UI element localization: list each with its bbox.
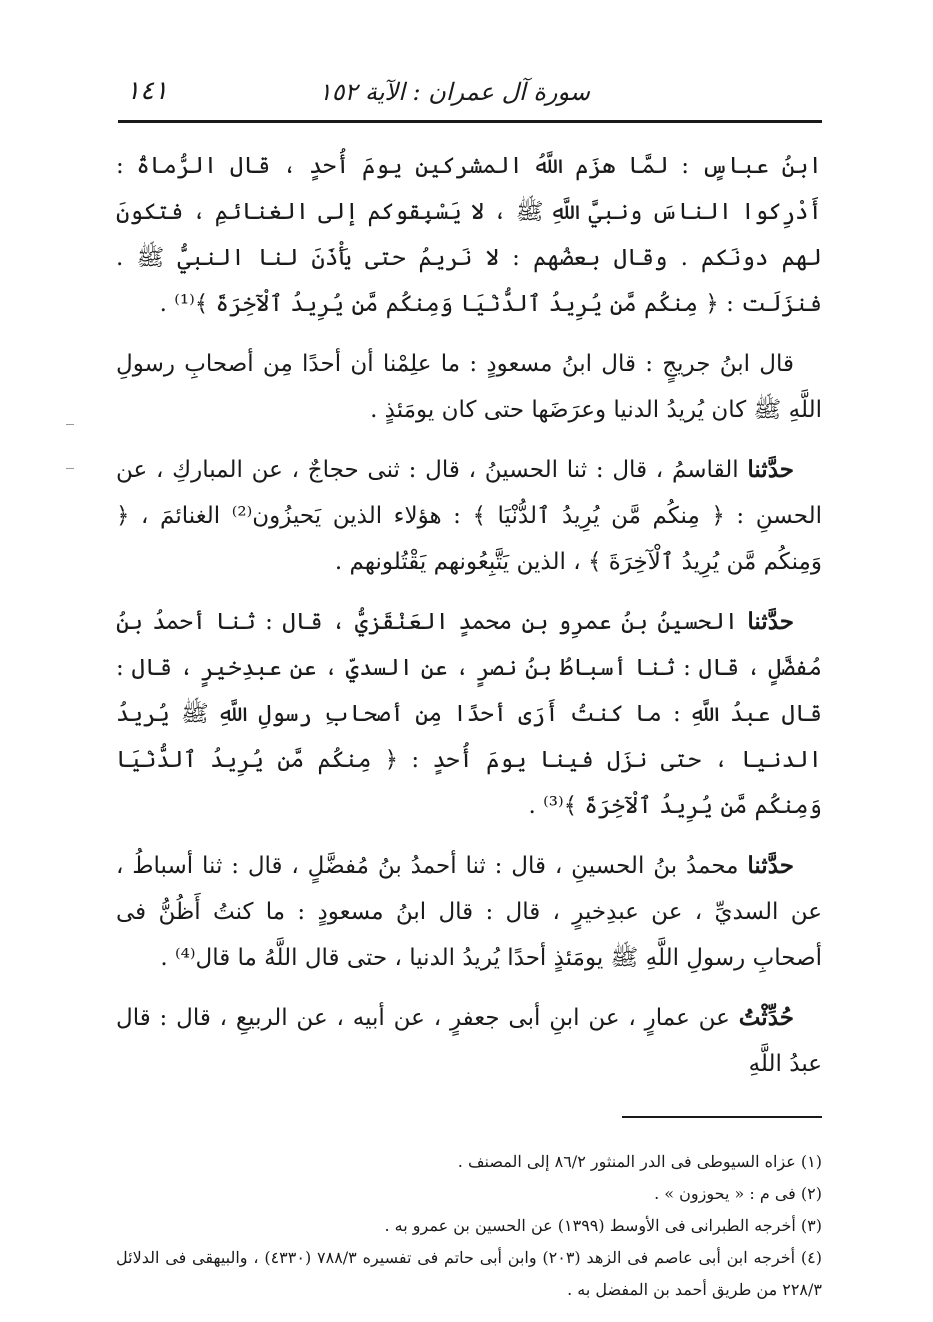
paragraph	[116, 599, 822, 829]
paragraph-text: عن عمارٍ ، عن ابنِ أبى جعفرٍ ، عن أبيه ، عن الربيعِ ، قال : قال عبدُ اللَّهِ	[116, 1005, 822, 1077]
footnote: (١) عزاه السيوطى فى الدر المنثور ٨٦/٢ إلى المصنف .	[457, 1152, 822, 1171]
paragraph-text: القاسمُ ، قال : ثنا الحسينُ ، قال : ثنى حجاجٌ ، عن المباركِ ، عن الحسنِ : ﴿ مِنكُم مَّن يُرِيدُ ٱلدُّنْيَا ﴾ : هؤلاء الذين يَحيزُون⁽²⁾ الغنائمَ ، ﴿ وَمِنكُم مَّن يُرِيدُ ٱلْآخِرَةَ ﴾ ، الذين يَتَّبِعُونهم يَقْتُلونهم .	[116, 457, 823, 575]
paragraph	[116, 995, 822, 1087]
paragraph-lead: حدَّثنا	[747, 456, 794, 483]
main-text	[116, 143, 822, 1101]
paragraph-text: الحسينُ بنُ عمرِو بنِ محمدٍ العَنْقَزيُّ ، قال : ثنا أحمدُ بنُ مُفضَّلٍ ، قال : ثنا أسباطُ بنُ نصرٍ ، عن السديِّ ، عن عبدِخيرٍ ، قال : قال عبدُ اللَّهِ : ما كنتُ أَرَى أحدًا مِن أصحابِ رسولِ اللَّهِ ﷺ يُريدُ الدنيا ، حتى نزَل فينا يومَ أُحدٍ : ﴿ مِنكُم مَّن يُرِيدُ ٱلدُّنْيَا وَمِنكُم مَّن يُرِيدُ ٱلْآخِرَةَ ﴾⁽³⁾ .	[116, 609, 822, 819]
paragraph-lead: حُدِّثْتُ	[738, 1004, 794, 1031]
paragraph	[116, 341, 822, 433]
header-rule	[118, 120, 822, 123]
paragraph	[116, 843, 822, 981]
paragraph-text: محمدُ بنُ الحسينِ ، قال : ثنا أحمدُ بنُ مُفضَّلٍ ، قال : ثنا أسباطُ ، عن السديِّ ، عن عبدِخيرٍ ، قال : قال ابنُ مسعودٍ : ما كنتُ أَظُنُّ فى أصحابِ رسولِ اللَّهِ ﷺ يومَئذٍ أحدًا يُريدُ الدنيا ، حتى قال اللَّهُ ما قال⁽⁴⁾ .	[116, 853, 822, 971]
margin-mark	[66, 468, 74, 469]
footnotes	[116, 1146, 822, 1306]
paragraph-text: قال ابنُ جريجٍ : قال ابنُ مسعودٍ : ما علِمْنا أن أحدًا مِن أصحابِ رسولِ اللَّهِ ﷺ كان يُريدُ الدنيا وعرَضَها حتى كان يومَئذٍ .	[116, 351, 822, 423]
footnote: (٢) فى م : « يحوزون » .	[654, 1184, 822, 1203]
page-header	[118, 72, 820, 120]
page-number: ١٤١	[126, 76, 168, 106]
footnote-rule	[622, 1116, 822, 1118]
paragraph	[116, 447, 822, 585]
footnote: (٤) أخرجه ابن أبى عاصم فى الزهد (٢٠٣) وابن أبى حاتم فى تفسيره ٧٨٨/٣ (٤٣٣٠) ، والبيهقى فى الدلائل ٢٢٨/٣ من طريق أحمد بن المفضل به .	[116, 1248, 823, 1299]
margin-mark	[66, 424, 74, 425]
paragraph	[116, 143, 822, 327]
paragraph-text: ابنُ عباسٍ : لمَّا هزَم اللَّهُ المشركين يومَ أُحدٍ ، قال الرُّماةُ : أَدْرِكوا الناسَ ونبيَّ اللَّهِ ﷺ ، لا يَسْبِقوكم إلى الغنائمِ ، فتكونَ لهم دونَكم . وقال بعضُهم : لا نَريمُ حتى يَأْذَنَ لنا النبيُّ ﷺ . فنزَلَت : ﴿ مِنكُم مَّن يُرِيدُ ٱلدُّنْيَا وَمِنكُم مَّن يُرِيدُ ٱلْآخِرَةَ ﴾⁽¹⁾ .	[116, 153, 822, 317]
paragraph-lead: حدَّثنا	[747, 608, 794, 635]
running-title: سورة آل عمران : الآية ١٥٢	[318, 78, 590, 106]
footnote: (٣) أخرجه الطبرانى فى الأوسط (١٣٩٩) عن الحسين بن عمرو به .	[384, 1216, 822, 1235]
paragraph-lead: حدَّثنا	[747, 852, 794, 879]
